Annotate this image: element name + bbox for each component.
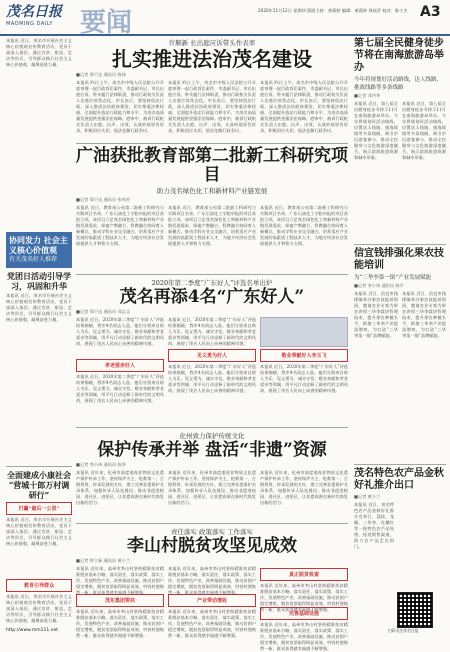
right-story-2[interactable] bbox=[354, 248, 446, 461]
story5-col-2a: 本报讯 近年来，高州市李山村坚持精准扶贫精准脱贫基本方略，落实责任、落实政策、落实工作，发展特色产业，改善基础设施，推动贫困户稳定增收，脱贫攻坚取得明显成效，村容村貌焕然一新，群众获得感幸福感不断增强。 bbox=[168, 566, 256, 595]
divider bbox=[354, 464, 446, 465]
story5-col-1b: 本报讯 近年来，高州市李山村坚持精准扶贫精准脱贫基本方略，落实责任、落实政策、落实工作，发展特色产业，改善基础设施，推动贫困户稳定增收，脱贫攻坚取得明显成效，村容村貌焕然一新，群众获得感幸福感不断增强。 bbox=[76, 609, 164, 638]
left-callout-1: 打赢“最后一公里” bbox=[6, 502, 72, 515]
left-body-2: 本报讯 近日，茂名市开展社会主义核心价值观宣传教育活动，党员干部深入基层，通过宣讲、座谈、走访等形式，引导群众践行社会主义核心价值观，凝聚奋进力量。 bbox=[6, 517, 72, 546]
page-number: A3 bbox=[420, 4, 441, 20]
story2-col-2: 本报讯 近日，教育部公布第二批新工科研究与实践项目名单，广东石油化工学院申报的项目获批立项。该项目立足茂名绿色化工和新材料产业链发展需求，探索产教融合、科教融合协同育人新模式，推动学科专业交叉融合，培养适应产业发展的高素质工程技术人才，为地方经济社会发展提供人才和智力支撑。 bbox=[168, 205, 256, 246]
story5-callout-1: 真正脱贫致富 bbox=[260, 568, 348, 581]
story1-col-2: 本报讯 昨日上午，茂名市中级人民法院公开开庭审理一起行政诉讼案件，市委副书记、市长出庭应诉，带头履行法律职责，推动行政机关负责人出庭应诉常态化。市长表示，要坚持依法行政，深入推进法治政府建设，切实尊重法律权威，全面提升依法行政能力和水平，为茂名高质量发展提供坚强法治保障。庭审中，被诉行政机关负责人出庭、出声、出效，认真听取原告诉求，积极回应关切，依法化解行政争议。 bbox=[168, 80, 256, 133]
story3-photo[interactable] bbox=[260, 317, 348, 347]
story2-col-1: 本报讯 近日，教育部公布第二批新工科研究与实践项目名单，广东石油化工学院申报的项目获批立项。该项目立足茂名绿色化工和新材料产业链发展需求，探索产教融合、科教融合协同育人新模式，推动学科专业交叉融合，培养适应产业发展的高素质工程技术人才，为地方经济社会发展提供人才和智力支撑。 bbox=[76, 205, 164, 246]
right2-col-1: 本报讯 近日，信宜市钱排镇举办果农技能培训班，邀请农业专家为果农讲授三华李栽培管理技术，提升果农种植水平，助推三华李产业提质增效，为打造“三华李第一镇”品牌赋能。 bbox=[354, 291, 398, 338]
right2-headline[interactable]: 信宜钱排强化果农技能培训 bbox=[354, 248, 444, 271]
story-5[interactable] bbox=[76, 527, 348, 651]
date-editor-line: 2020年11月12日 星期四 版面主持：黄燕婷 编辑：黄燕婷 周桂萍 校对：陈小杰 bbox=[258, 8, 408, 13]
right1-col-1: 本报讯 近日，第七届全民健身徒步节将于11月在南海旅游岛举办。今年将规划好活动路线，设置达人线路、挑战线路等多条线路，吸引市民游客参与，推动全民健身与文化旅游深度融合，展示滨海旅游资源和城市形象。 bbox=[354, 101, 398, 160]
story5-callout-0: 茂东集团帮扶 bbox=[76, 594, 164, 607]
right1-headline[interactable]: 第七届全民健身徒步节将在南海旅游岛举办 bbox=[354, 38, 444, 73]
story3-col-2a: 本报讯 近日，2020年第二季度“广东好人”评选结果揭晓，我市4名同志入选。他们分别来自助人为乐、见义勇为、诚实守信、敬业奉献和孝老爱亲等领域，用平凡行动诠释了新时代的文明风尚，展现了茂名人民向上向善的精神风貌。 bbox=[168, 317, 256, 346]
story3-col-1a: 本报讯 近日，2020年第二季度“广东好人”评选结果揭晓，我市4名同志入选。他们分别来自助人为乐、见义勇为、诚实守信、敬业奉献和孝老爱亲等领域，用平凡行动诠释了新时代的文明风尚，展现了茂名人民向上向善的精神风貌。 bbox=[76, 317, 164, 346]
right2-col-2: 本报讯 近日，信宜市钱排镇举办果农技能培训班，邀请农业专家为果农讲授三华李栽培管理技术，提升果农种植水平，助推三华李产业提质增效，为打造“三华李第一镇”品牌赋能。 bbox=[402, 291, 446, 338]
left-column bbox=[6, 38, 72, 644]
main-column bbox=[76, 38, 348, 651]
story2-headline[interactable]: 广油获批教育部第二批新工科研究项目 bbox=[76, 146, 348, 185]
story4-col-3: 本报讯 近年来，化州市高度重视非物质文化遗产保护传承工作，坚持保护为主、抢救第一、合理利用、传承发展的方针，建立完善非遗保护名录体系，加强传承人队伍建设，推动非遗进校园、进社区、进景区，让非遗资源在新时代焕发出新的活力。 bbox=[260, 470, 348, 505]
story3-callout-1: 孝老爱亲好人 bbox=[76, 359, 164, 372]
story3-col-2b: 本报讯 近日，2020年第二季度“广东好人”评选结果揭晓，我市4名同志入选。他们分别来自助人为乐、见义勇为、诚实守信、敬业奉献和孝老爱亲等领域，用平凡行动诠释了新时代的文明风尚，展现了茂名人民向上向善的精神风貌。 bbox=[168, 364, 256, 393]
right2-byline: ■记者 李小伟 通讯员 陈平 bbox=[354, 283, 404, 288]
story3-subtitle: 2020年第二季度“广东好人”评选名单出炉 bbox=[151, 279, 273, 287]
story4-byline: ■记者 李小伟 通讯员 陈华 bbox=[76, 462, 126, 467]
story4-headline[interactable]: 保护传承并举 盘活“非遗”资源 bbox=[97, 440, 327, 460]
section-title: 要闻 bbox=[80, 8, 133, 38]
story2-byline: ■记者 郑干达 通讯员 张伟杰 bbox=[76, 197, 131, 202]
story5-callout-3: 完善基础设施 bbox=[260, 607, 348, 620]
newspaper-logo[interactable] bbox=[6, 5, 72, 27]
masthead bbox=[0, 0, 450, 36]
divider bbox=[76, 427, 348, 428]
left-callout-2: 教育引导群众 bbox=[6, 579, 72, 592]
qr-caption: 扫码关注茂名日报 bbox=[388, 628, 419, 633]
right-story-1[interactable] bbox=[354, 38, 446, 241]
story1-col-3: 本报讯 昨日上午，茂名市中级人民法院公开开庭审理一起行政诉讼案件，市委副书记、市长出庭应诉，带头履行法律职责，推动行政机关负责人出庭应诉常态化。市长表示，要坚持依法行政，深入推进法治政府建设，切实尊重法律权威，全面提升依法行政能力和水平，为茂名高质量发展提供坚强法治保障。庭审中，被诉行政机关负责人出庭、出声、出效，认真听取原告诉求，积极回应关切，依法化解行政争议。 bbox=[260, 80, 348, 133]
story3-col-1b: 本报讯 近日，2020年第二季度“广东好人”评选结果揭晓，我市4名同志入选。他们分别来自助人为乐、见义勇为、诚实守信、敬业奉献和孝老爱亲等领域，用平凡行动诠释了新时代的文明风尚，展现了茂名人民向上向善的精神风貌。 bbox=[76, 374, 164, 403]
right3-headline[interactable]: 茂名特色农产品金秋好礼推介出口 bbox=[354, 468, 444, 491]
divider bbox=[76, 274, 348, 275]
logo-chinese: 茂名日报 bbox=[6, 4, 62, 20]
right1-subtitle: 今年将规划好活动路线，达人线路、挑战线路等多条线路 bbox=[354, 77, 443, 91]
right-column bbox=[354, 38, 446, 549]
story5-headline[interactable]: 李山村脱贫攻坚见成效 bbox=[127, 536, 297, 556]
story3-callout-2: 见义勇为好人 bbox=[168, 349, 256, 362]
story3-byline: ■记者 郑干达 通讯员 邓志文 bbox=[76, 309, 131, 314]
story5-subtitle: 责任落实 政策落实 工作落实 bbox=[170, 528, 254, 536]
story3-col-3: 本报讯 近日，2020年第二季度“广东好人”评选结果揭晓，我市4名同志入选。他们分别来自助人为乐、见义勇为、诚实守信、敬业奉献和孝老爱亲等领域，用平凡行动诠释了新时代的文明风尚，展现了茂名人民向上向善的精神风貌。 bbox=[260, 364, 348, 393]
right3-body: 本报讯 近日，茂名特色农产品金秋好礼推介会举行，荔枝、龙眼、三华李、化橘红等一批特色农产品亮相，拓宽销售渠道，助力农产品走出国门。 bbox=[354, 502, 394, 549]
right2-subtitle: 为“三华李第一镇”产业发展赋能 bbox=[354, 275, 432, 281]
divider bbox=[76, 143, 348, 144]
story1-subtitle: 许顺新 长出庭应诉带头作表率 bbox=[168, 39, 256, 47]
website-url[interactable]: http://www.mm111.net bbox=[6, 628, 59, 633]
left-headline-2[interactable]: 全面建成小康社会 “营城十郎万村调研行” bbox=[7, 470, 71, 500]
logo-english: MAOMING DAILY bbox=[6, 21, 53, 27]
left-feature-box[interactable] bbox=[6, 232, 72, 268]
left-feature-title: 协同发力 社会主义核心价值观 bbox=[9, 236, 68, 255]
left-headline-1[interactable]: 党团日活动引导学习，巩固和升华 bbox=[7, 271, 71, 291]
story5-byline: ■记者 钟立新 通讯员 黄小兰 bbox=[76, 558, 131, 563]
right1-col-2: 本报讯 近日，第七届全民健身徒步节将于11月在南海旅游岛举办。今年将规划好活动路线，设置达人线路、挑战线路等多条线路，吸引市民游客参与，推动全民健身与文化旅游深度融合，展示滨海旅游资源和城市形象。 bbox=[402, 101, 446, 160]
right-story-3[interactable] bbox=[354, 468, 446, 549]
story2-subtitle: 助力茂名绿色化工和新材料产业链发展 bbox=[156, 187, 268, 195]
story5-col-3a: 本报讯 近年来，高州市李山村坚持精准扶贫精准脱贫基本方略，落实责任、落实政策、落实工作，发展特色产业，改善基础设施，推动贫困户稳定增收，脱贫攻坚取得明显成效，村容村貌焕然一新，群众获得感幸福感不断增强。 bbox=[260, 583, 348, 612]
right1-byline: ■记者 邓丹华 bbox=[354, 93, 381, 98]
story5-callout-2: 产业带动增收 bbox=[168, 594, 256, 607]
story2-col-3: 本报讯 近日，教育部公布第二批新工科研究与实践项目名单，广东石油化工学院申报的项目获批立项。该项目立足茂名绿色化工和新材料产业链发展需求，探索产教融合、科教融合协同育人新模式，推动学科专业交叉融合，培养适应产业发展的高素质工程技术人才，为地方经济社会发展提供人才和智力支撑。 bbox=[260, 205, 348, 246]
divider bbox=[6, 466, 72, 467]
divider bbox=[354, 244, 446, 245]
story-4[interactable] bbox=[76, 431, 348, 520]
story4-col-2: 本报讯 近年来，化州市高度重视非物质文化遗产保护传承工作，坚持保护为主、抢救第一、合理利用、传承发展的方针，建立完善非遗保护名录体系，加强传承人队伍建设，推动非遗进校园、进社区、进景区，让非遗资源在新时代焕发出新的活力。 bbox=[168, 470, 256, 505]
qr-code-icon[interactable] bbox=[397, 592, 433, 628]
story5-col-3b: 本报讯 近年来，高州市李山村坚持精准扶贫精准脱贫基本方略，落实责任、落实政策、落实工作，发展特色产业，改善基础设施，推动贫困户稳定增收，脱贫攻坚取得明显成效，村容村貌焕然一新，群众获得感幸福感不断增强。 bbox=[260, 622, 348, 651]
left-body-3: 本报讯 近日，茂名市开展社会主义核心价值观宣传教育活动，党员干部深入基层，通过宣讲、座谈、走访等形式，引导群众践行社会主义核心价值观，凝聚奋进力量。 bbox=[6, 594, 72, 623]
story-2[interactable] bbox=[76, 147, 348, 271]
story-3[interactable] bbox=[76, 278, 348, 424]
left-body-1: 本报讯 近日，茂名市开展社会主义核心价值观宣传教育活动，党员干部深入基层，通过宣讲、座谈、走访等形式，引导群众践行社会主义核心价值观，凝聚奋进力量。 bbox=[6, 293, 72, 322]
left-feature-sub: 有关茂名好人推荐 bbox=[9, 256, 58, 263]
story3-callout-0: 敬业奉献好人李玉飞 bbox=[260, 349, 348, 362]
story5-col-2b: 本报讯 近年来，高州市李山村坚持精准扶贫精准脱贫基本方略，落实责任、落实政策、落实工作，发展特色产业，改善基础设施，推动贫困户稳定增收，脱贫攻坚取得明显成效，村容村貌焕然一新，群众获得感幸福感不断增强。 bbox=[168, 609, 256, 638]
story1-headline[interactable]: 扎实推进法治茂名建设 bbox=[112, 47, 312, 71]
left-filler-text: 本报讯 近日，茂名市开展社会主义核心价值观宣传教育活动，党员干部深入基层，通过宣讲、座谈、走访等形式，引导群众践行社会主义核心价值观，凝聚奋进力量。 bbox=[6, 38, 72, 67]
story3-headline[interactable]: 茂名再添4名“广东好人” bbox=[119, 287, 305, 307]
story-1[interactable] bbox=[76, 38, 348, 140]
story4-col-1: 本报讯 近年来，化州市高度重视非物质文化遗产保护传承工作，坚持保护为主、抢救第一、合理利用、传承发展的方针，建立完善非遗保护名录体系，加强传承人队伍建设，推动非遗进校园、进社区、进景区，让非遗资源在新时代焕发出新的活力。 bbox=[76, 470, 164, 505]
story5-col-1a: 本报讯 近年来，高州市李山村坚持精准扶贫精准脱贫基本方略，落实责任、落实政策、落实工作，发展特色产业，改善基础设施，推动贫困户稳定增收，脱贫攻坚取得明显成效，村容村貌焕然一新，群众获得感幸福感不断增强。 bbox=[76, 566, 164, 595]
story1-byline: ■记者 郑干达 通讯员 陈伟 bbox=[76, 72, 126, 77]
story4-subtitle: 化州致力保护传统文化 bbox=[179, 432, 245, 440]
right3-byline: ■记者 黄小兰 bbox=[354, 494, 381, 499]
divider bbox=[76, 523, 348, 524]
story1-col-1: 本报讯 昨日上午，茂名市中级人民法院公开开庭审理一起行政诉讼案件，市委副书记、市长出庭应诉，带头履行法律职责，推动行政机关负责人出庭应诉常态化。市长表示，要坚持依法行政，深入推进法治政府建设，切实尊重法律权威，全面提升依法行政能力和水平，为茂名高质量发展提供坚强法治保障。庭审中，被诉行政机关负责人出庭、出声、出效，认真听取原告诉求，积极回应关切，依法化解行政争议。 bbox=[76, 80, 164, 133]
